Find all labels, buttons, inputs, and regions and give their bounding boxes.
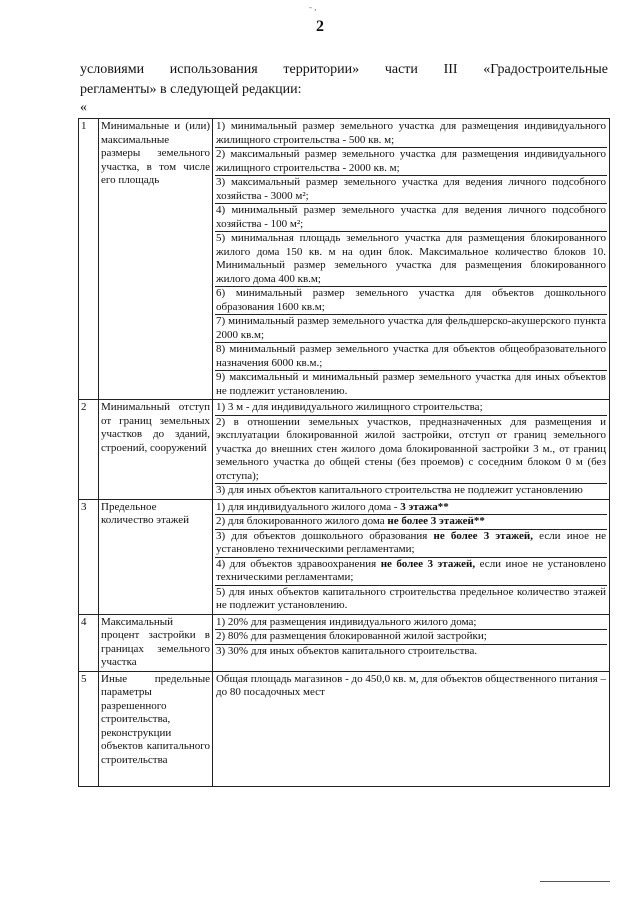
scan-mark: - , <box>309 2 317 12</box>
bold-text: не более 3 этажей, <box>380 557 476 570</box>
opening-quote-mark: « <box>80 100 87 115</box>
value-item <box>215 530 607 558</box>
parameter-name: Минимальный отступ от границ земельных участков до зданий, строений, сооружений <box>101 401 210 454</box>
value-text: 9) максимальный и минимальный размер земельного участка для иных объектов не подлежит установлению. <box>216 371 606 397</box>
value-item <box>215 416 607 485</box>
parameter-name: Максимальный процент застройки в границах земельного участка <box>101 615 210 668</box>
parameter-values <box>213 119 610 400</box>
parameter-name: Минимальные и (или) максимальные размеры земельного участка, в том числе его площадь <box>101 120 210 186</box>
value-item <box>215 645 607 659</box>
value-text: 3) для объектов дошкольного образования <box>216 529 434 542</box>
row-number: 1 <box>79 119 99 400</box>
value-item <box>215 287 607 315</box>
table-row <box>79 614 610 671</box>
value-text: 3) максимальный размер земельного участка для ведения личного подсобного хозяйства - 3000 м²; <box>216 176 606 202</box>
table-row <box>79 499 610 614</box>
value-item <box>215 501 607 516</box>
value-item <box>215 371 607 398</box>
intro-text-line-1: условиями использования территории» части III «Градостроительные <box>80 62 608 77</box>
value-item <box>215 120 607 148</box>
value-item <box>215 176 607 204</box>
value-text: если иное не установлено техническими регламентами; <box>216 529 606 555</box>
parameter-name: Предельное количество этажей <box>101 500 190 526</box>
value-text: если иное не установлено техническими регламентами; <box>216 557 607 583</box>
value-text: 2) для блокированного жилого дома <box>216 515 388 527</box>
value-item <box>215 558 607 586</box>
value-item <box>215 315 607 343</box>
value-item <box>215 515 607 530</box>
table-row <box>79 400 610 500</box>
value-text: 1) для индивидуального жилого дома - <box>216 500 401 513</box>
value-text: 1) минимальный размер земельного участка для размещения индивидуального жилищного строительства - 500 кв. м; <box>216 120 606 146</box>
footer-divider <box>540 881 610 882</box>
value-text: Общая площадь магазинов - до 450,0 кв. м, для объектов общественного питания – до 80 посадочных мест <box>216 672 606 698</box>
value-text: 3) 30% для иных объектов капитального строительства. <box>216 644 478 657</box>
value-item <box>215 401 607 416</box>
value-text: 2) 80% для размещения блокированной жилой застройки; <box>216 630 487 642</box>
value-item <box>215 343 607 371</box>
value-text: 2) в отношении земельных участков, предназначенных для размещения и эксплуатации блокированной жилой застройки, отступ от границ земельного участка до внешних стен жилого дома блокированной застройки 3 м., от границ земельного участка до общей стены (без проемов) с соседним блоком 0 м (без отступа); <box>216 415 606 482</box>
value-text: 5) для иных объектов капитального строительства предельное количество этажей не подлежит установлению. <box>216 585 606 611</box>
value-text: 2) максимальный размер земельного участка для размещения индивидуального жилищного строительства - 2000 кв. м; <box>216 148 606 174</box>
row-number: 2 <box>79 400 99 500</box>
parameter-values <box>213 400 610 500</box>
bold-text: не более 3 этажей, <box>433 529 533 542</box>
value-text: 5) минимальная площадь земельного участка для размещения блокированного жилого дома 150 кв. м на один блок. Максимальное количество блоков 10. Минимальный размер земельного участка для размещения блокированного жилого дома 400 кв.м; <box>216 232 606 285</box>
value-text: 8) минимальный размер земельного участка для объектов общеобразовательного назначения 6000 кв.м.; <box>216 343 606 369</box>
value-text: 4) для объектов здравоохранения <box>216 557 381 570</box>
parameter-name: Иные предельные параметры разрешенного строительства, реконструкции объектов капитального строительства <box>101 672 210 766</box>
value-item <box>215 630 607 645</box>
parameter-values <box>213 499 610 614</box>
intro-text-line-2: регламенты» в следующей редакции: <box>80 82 302 97</box>
value-item <box>215 673 607 700</box>
value-text: 1) 3 м - для индивидуального жилищного строительства; <box>216 401 483 413</box>
regulations-table <box>78 118 610 787</box>
value-item <box>215 616 607 631</box>
value-text: 7) минимальный размер земельного участка для фельдшерско-акушерского пункта 2000 кв.м; <box>216 315 606 341</box>
value-item <box>215 204 607 232</box>
table-row <box>79 119 610 400</box>
value-item <box>215 148 607 176</box>
parameter-values <box>213 671 610 786</box>
value-item <box>215 484 607 498</box>
value-text: 4) минимальный размер земельного участка для ведения личного подсобного хозяйства - 100 м²; <box>216 204 606 230</box>
bold-text: 3 этажа** <box>400 500 449 513</box>
value-item <box>215 586 607 613</box>
value-text: 6) минимальный размер земельного участка для объектов дошкольного образования 1600 кв.м; <box>216 287 606 313</box>
row-number: 3 <box>79 499 99 614</box>
parameter-values <box>213 614 610 671</box>
bold-text: не более 3 этажей** <box>387 515 485 527</box>
value-text: 1) 20% для размещения индивидуального жилого дома; <box>216 615 477 628</box>
value-item <box>215 232 607 287</box>
table-row <box>79 671 610 786</box>
page-number: 2 <box>316 18 324 35</box>
row-number: 4 <box>79 614 99 671</box>
row-number: 5 <box>79 671 99 786</box>
value-text: 3) для иных объектов капитального строительства не подлежит установлению <box>216 484 583 496</box>
